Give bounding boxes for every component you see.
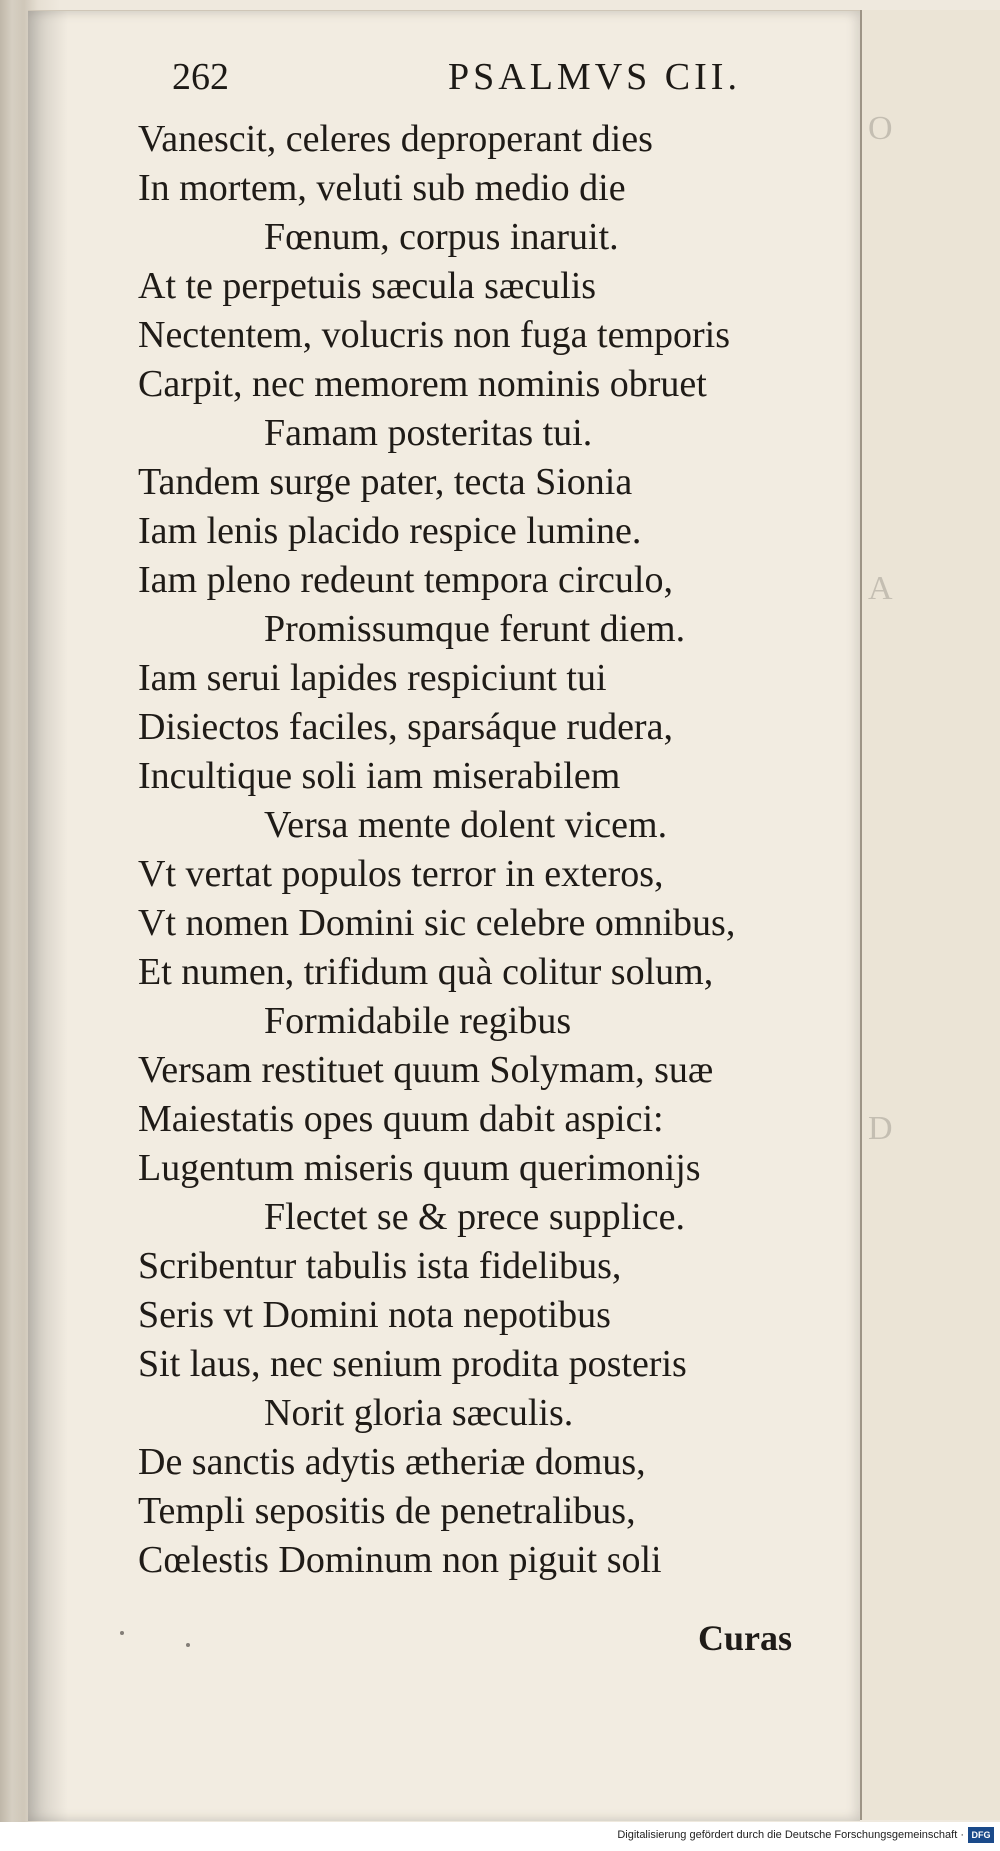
verse-line: Scribentur tabulis ista fidelibus, [138,1245,622,1287]
verse-line: Formidabile regibus [264,1000,572,1042]
verse-line: Iam lenis placido respice lumine. [138,510,642,552]
digitization-footer [0,1822,1000,1851]
verse-line: In mortem, veluti sub medio die [138,167,626,209]
verse-line: Flectet se & prece supplice. [264,1196,686,1238]
verse-line: Carpit, nec memorem nominis obruet [138,363,707,405]
verse-line: Norit gloria sæculis. [264,1392,574,1434]
facing-page-bleed: O [868,110,893,147]
gutter-shadow [28,11,68,1821]
verse-line: Vt vertat populos terror in exteros, [138,853,664,895]
verse-line: Cœlestis Dominum non piguit soli [138,1539,662,1581]
verse-line: Iam serui lapides respiciunt tui [138,657,607,699]
running-head: PSALMVS CII. [448,56,741,98]
verse-line: Nectentem, volucris non fuga temporis [138,314,731,356]
dfg-logo: DFG [968,1827,994,1843]
verse-line: Promissumque ferunt diem. [264,608,686,650]
verse-line: Incultique soli iam miserabilem [138,755,621,797]
verse-line: Fœnum, corpus inaruit. [264,216,619,258]
verse-line: Et numen, trifidum quà colitur solum, [138,951,714,993]
verse-line: Versam restituet quum Solymam, suæ [138,1049,714,1091]
verse-line: Maiestatis opes quum dabit aspici: [138,1098,664,1140]
verse-line: Sit laus, nec senium prodita posteris [138,1343,687,1385]
book-page [28,10,860,1821]
funding-credit: Digitalisierung gefördert durch die Deutsche Forschungsgemeinschaft · [617,1829,964,1841]
verse-line: Vanescit, celeres deproperant dies [138,118,653,160]
psalm-text [138,115,858,1585]
verse-line: Iam pleno redeunt tempora circulo, [138,559,673,601]
page-number: 262 [172,56,229,98]
verse-line: Seris vt Domini nota nepotibus [138,1294,611,1336]
verse-line: Lugentum miseris quum querimonijs [138,1147,701,1189]
verse-line: Famam posteritas tui. [264,412,593,454]
verse-line: De sanctis adytis ætheriæ domus, [138,1441,646,1483]
page-header [28,55,860,111]
catchword: Curas [697,1618,792,1658]
verse-line: Disiectos faciles, sparsáque rudera, [138,706,673,748]
verse-line: Templi sepositis de penetralibus, [138,1490,636,1532]
ink-speck [120,1631,124,1635]
ink-speck [186,1643,190,1647]
facing-page-bleed: A [868,570,893,607]
verse-line: Tandem surge pater, tecta Sionia [138,461,633,503]
verse-line: Vt nomen Domini sic celebre omnibus, [138,902,736,944]
facing-page-bleed: D [868,1110,893,1147]
verse-line: Versa mente dolent vicem. [264,804,668,846]
verse-line: At te perpetuis sæcula sæculis [138,265,597,307]
facing-page-edge [860,10,1000,1820]
